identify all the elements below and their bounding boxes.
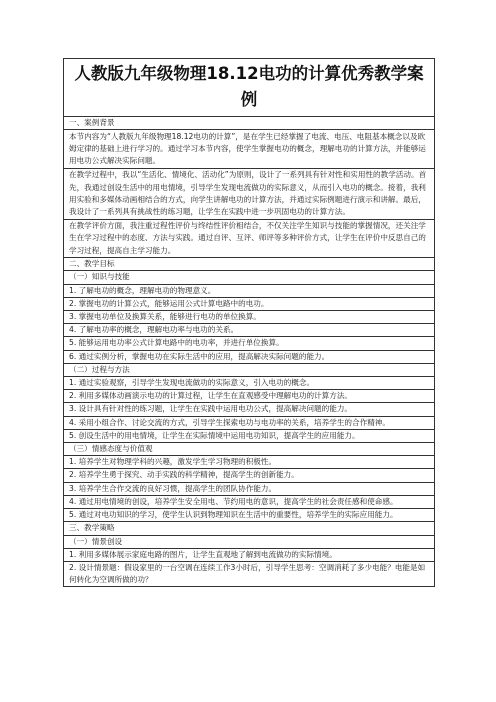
list-item: 2. 培养学生勇于探究、动手实践的科学精神，提高学生的创新能力。 [64,469,434,482]
list-item: 4. 采用小组合作、讨论交流的方式，引导学生探索电功与电功率的关系，培养学生的合作精神。 [64,417,434,430]
document-table [63,58,435,587]
paragraph: 在教学过程中，我以“生活化、情境化、活动化”为原则，设计了一系列具有针对性和实用性的教学活动。首先，我通过创设生活中的用电情境，引导学生发现电流做功的实际意义，从而引入电功的概念。接着，我利用实验和多媒体动画相结合的方式，向学生讲解电功的计算方法，并通过实际例题进行演示和讲解。最后，我设计了一系列具有挑战性的练习题，让学生在实践中进一步巩固电功的计算方法。 [64,169,434,220]
list-item: 5. 能够运用电功率公式计算电路中的电功率，并进行单位换算。 [64,337,434,350]
subsection-heading: （一）情景创设 [64,536,434,549]
subsection-heading: （三）情感态度与价值观 [64,443,434,456]
paragraph: 在教学评价方面，我注重过程性评价与终结性评价相结合，不仅关注学生知识与技能的掌握情况，还关注学生在学习过程中的态度、方法与实践。通过自评、互评、师评等多种评价方式，让学生在评价中反思自己的学习过程，提高自主学习能力。 [64,220,434,259]
section-heading: 二、教学目标 [64,258,434,271]
list-item: 2. 设计情景题：假设家里的一台空调在连续工作3小时后，引导学生思考：空调消耗了多少电能？电能是如何转化为空调所做的功？ [69,562,426,585]
section-heading: 一、案例背景 [64,117,434,130]
subsection-heading: （一）知识与技能 [64,271,434,284]
list-item: 1. 培养学生对物理学科的兴趣，激发学生学习物理的积极性。 [64,456,434,469]
list-item: 5. 通过对电功知识的学习，使学生认识到物理知识在生活中的重要性，培养学生的实际应用能力。 [64,509,434,522]
list-item: 3. 设计具有针对性的练习题，让学生在实践中运用电功公式，提高解决问题的能力。 [64,403,434,416]
section-heading: 三、教学策略 [64,522,434,535]
document-title: 人教版九年级物理18.12电功的计算优秀教学案例 [64,59,434,117]
list-item: 1. 通过实验观察，引导学生发现电流做功的实际意义，引入电功的概念。 [64,377,434,390]
list-item: 6. 通过实例分析，掌握电功在实际生活中的应用，提高解决实际问题的能力。 [64,351,434,364]
list-item: 3. 培养学生合作交流的良好习惯，提高学生的团队协作能力。 [64,483,434,496]
list-item: 4. 了解电功率的概念，理解电功率与电功的关系。 [64,324,434,337]
list-item: 4. 通过用电情境的创设，培养学生安全用电、节约用电的意识，提高学生的社会责任感和使命感。 [64,496,434,509]
subsection-heading: （二）过程与方法 [64,364,434,377]
list-item: 1. 利用多媒体展示家庭电路的图片，让学生直观地了解到电流做功的实际情境。 [64,549,434,562]
list-item: 1. 了解电功的概念，理解电功的物理意义。 [64,285,434,298]
list-item: 2. 利用多媒体动画演示电功的计算过程，让学生在直观感受中理解电功的计算方法。 [64,390,434,403]
list-item: 5. 创设生活中的用电情境，让学生在实际情境中运用电功知识，提高学生的应用能力。 [64,430,434,443]
paragraph: 本节内容为“人教版九年级物理18.12电功的计算”，是在学生已经掌握了电流、电压、电阻基本概念以及欧姆定律的基础上进行学习的。通过学习本节内容，使学生掌握电功的概念，理解电功的计算方法，并能够运用电功公式解决实际问题。 [64,130,434,169]
list-item: 2. 掌握电功的计算公式，能够运用公式计算电路中的电功。 [64,298,434,311]
list-item: 3. 掌握电功单位及换算关系，能够进行电功的单位换算。 [64,311,434,324]
